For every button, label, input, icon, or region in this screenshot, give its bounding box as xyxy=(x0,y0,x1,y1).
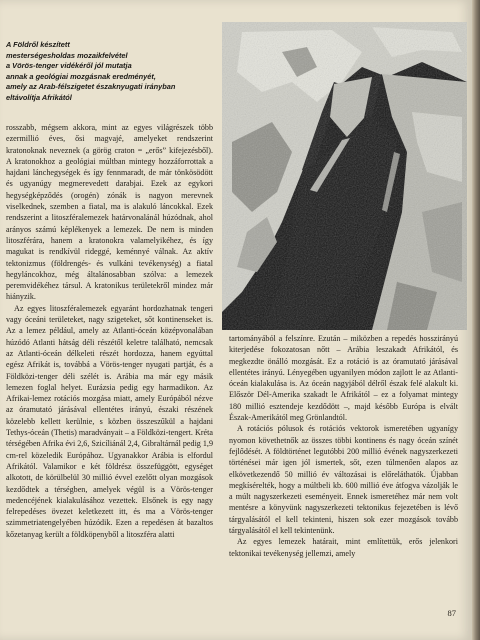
text-column-right xyxy=(229,333,458,559)
satellite-photo-image xyxy=(222,22,467,330)
paragraph: rosszabb, mégsem akkora, mint az egyes világrészek több ezermillió éves, ősi magvajé, amelyeket rendszerint kratonoknak neveznek (a görög craton = „erős” kifejezésből). A kratonokhoz a geológiai múltban mintegy hozzáforrottak a hajdani lánchegységek és így fennmaradt, de már tönkösödött és ugyanúgy megmerevedett darabjai. Ezek az egykori hegységképződés (orogén) zónák is nagyon merevnek viselkednek, szemben a fiatal, ma is alakuló láncokkal. Ezek rendszerint a litoszféralemezek határvonalánál húzódnak, ahol arányos számú képlékenyek a lemezek. De nem is minden litoszférára, hanem a kratonokra valamelyikéhez, és így magukat is rendkívül rideggé, keménnyé válnak. Az aktív tektonizmus (földrengés- és vulkáni tevékenység) a fiatal hegyláncokhoz, még általánosabban szólva: a lemezek peremvidékéhez társul. A kratonikus területekről mindez már hiányzik. xyxy=(6,123,213,302)
caption-line: a Vörös-tenger vidékéről jól mutatja xyxy=(6,61,132,70)
text-column-left xyxy=(6,122,213,540)
page-number: 87 xyxy=(447,608,456,618)
satellite-photo xyxy=(222,22,467,330)
caption-line: A Földről készített xyxy=(6,40,70,49)
paragraph: tartományából a felszínre. Ezután – miközben a repedés hosszirányú kiterjedése fokozatosan nőtt – Arábia leszakadt Afrikától, és megkezdte önálló mozgását. Ez a rotáció is az óramutató járásával ellentétes irányú. Lényegében ugyanilyen módon zajlott le az Atlanti-óceán kialakulása is. Az óceán nagyjából délről észak felé alakult ki. Először Dél-Amerika szakadt le Afrikától – ez a folyamat mintegy 180 millió esztendeje kezdődött –, majd később Európa is elvált Észak-Amerikától meg Grönlandtól. xyxy=(229,334,458,423)
caption-line: amely az Arab-félszigetet északnyugati irányban xyxy=(6,82,176,91)
photo-caption xyxy=(6,40,211,103)
caption-line: mesterségesholdas mozaikfelvétel xyxy=(6,50,128,60)
book-binding-edge xyxy=(472,0,480,640)
paragraph: Az egyes litoszféralemezek egyaránt hordozhatnak tengeri vagy óceáni területeket, nagy szigeteket, sőt kontinenseket is. Az a lemez például, amely az Atlanti-óceán középvonalában húzódó Atlanti hátság déli részétől keletre található, nemcsak az Atlanti-óceán délkeleti részét hordozza, hanem egyúttal egész Afrikát is, továbbá a Vörös-tenger nyugati partját, és a Földközi-tenger déli szélét is. Arábia ma már egy másik lemezen foglal helyet. Eurázsia pedig egy harmadikon. Az Afrikai-lemez rotációs mozgása miatt, amely Európából nézve az óramutató járásával ellentétes irányú, északi részének közelebb kellett kerülnie, s közben összeszűkül a hajdani Tethys-óceán (Thetis) maradványait – a Földközi-tengert. Kréta térségében Afrika évi 2,6, Szicíliánál 2,4, Gibraltárnál pedig 1,9 cm-rel közeledik Európához. Ugyanakkor Arábia is elfordul Afrikától. Valamikor e két földrész összefüggött, egységet alkotott, de körülbelül 30 millió évvel ezelőtt olyan mozgások kezdődtek a térségben, amelyek végül is a Vörös-tenger medencéjének kialakulásához vezettek. Elsőnek is egy nagy felrepedéses övezet keletkezett itt, és ma a Vörös-tenger szimmetriatengelyében húzódik. Ezen a repedésen át bazaltos kőzetanyag került a földköpenyből a litoszféra alatti xyxy=(6,303,213,539)
caption-line: eltávolítja Afrikától xyxy=(6,92,72,102)
paragraph: Az egyes lemezek határait, mint említettük, erős jelenkori tektonikai tevékenység jellemzi, amely xyxy=(229,537,458,558)
paragraph: A rotációs pólusok és rotációs vektorok ismeretében ugyanígy nyomon követhetnők az összes többi kontinens és nagy óceán színét fejlődését. A földtörténet legutóbbi 200 millió évének nagyszerkezeti történései már igen jól ismertek, sőt, ezen túlmenően alapos az elkövetkezendő 50 millió év változásai is előreláthatók. Újabban megkísérelték, hogy a múltbeli kb. 600 millió éve átfogva vázolják le a múlt nagyszerkezeti eseményeit. Ennek ismeretéhez már nem volt mentésre a könyvünk nagyszerkezeti tektonikus fejezetében is lévő tárgyalásától el kell tekinteni, hiszen sok ezer mozgások tovább tárgyalásától el kell tekintenünk. xyxy=(229,424,458,536)
caption-line: annak a geológiai mozgásnak eredményét, xyxy=(6,71,156,81)
